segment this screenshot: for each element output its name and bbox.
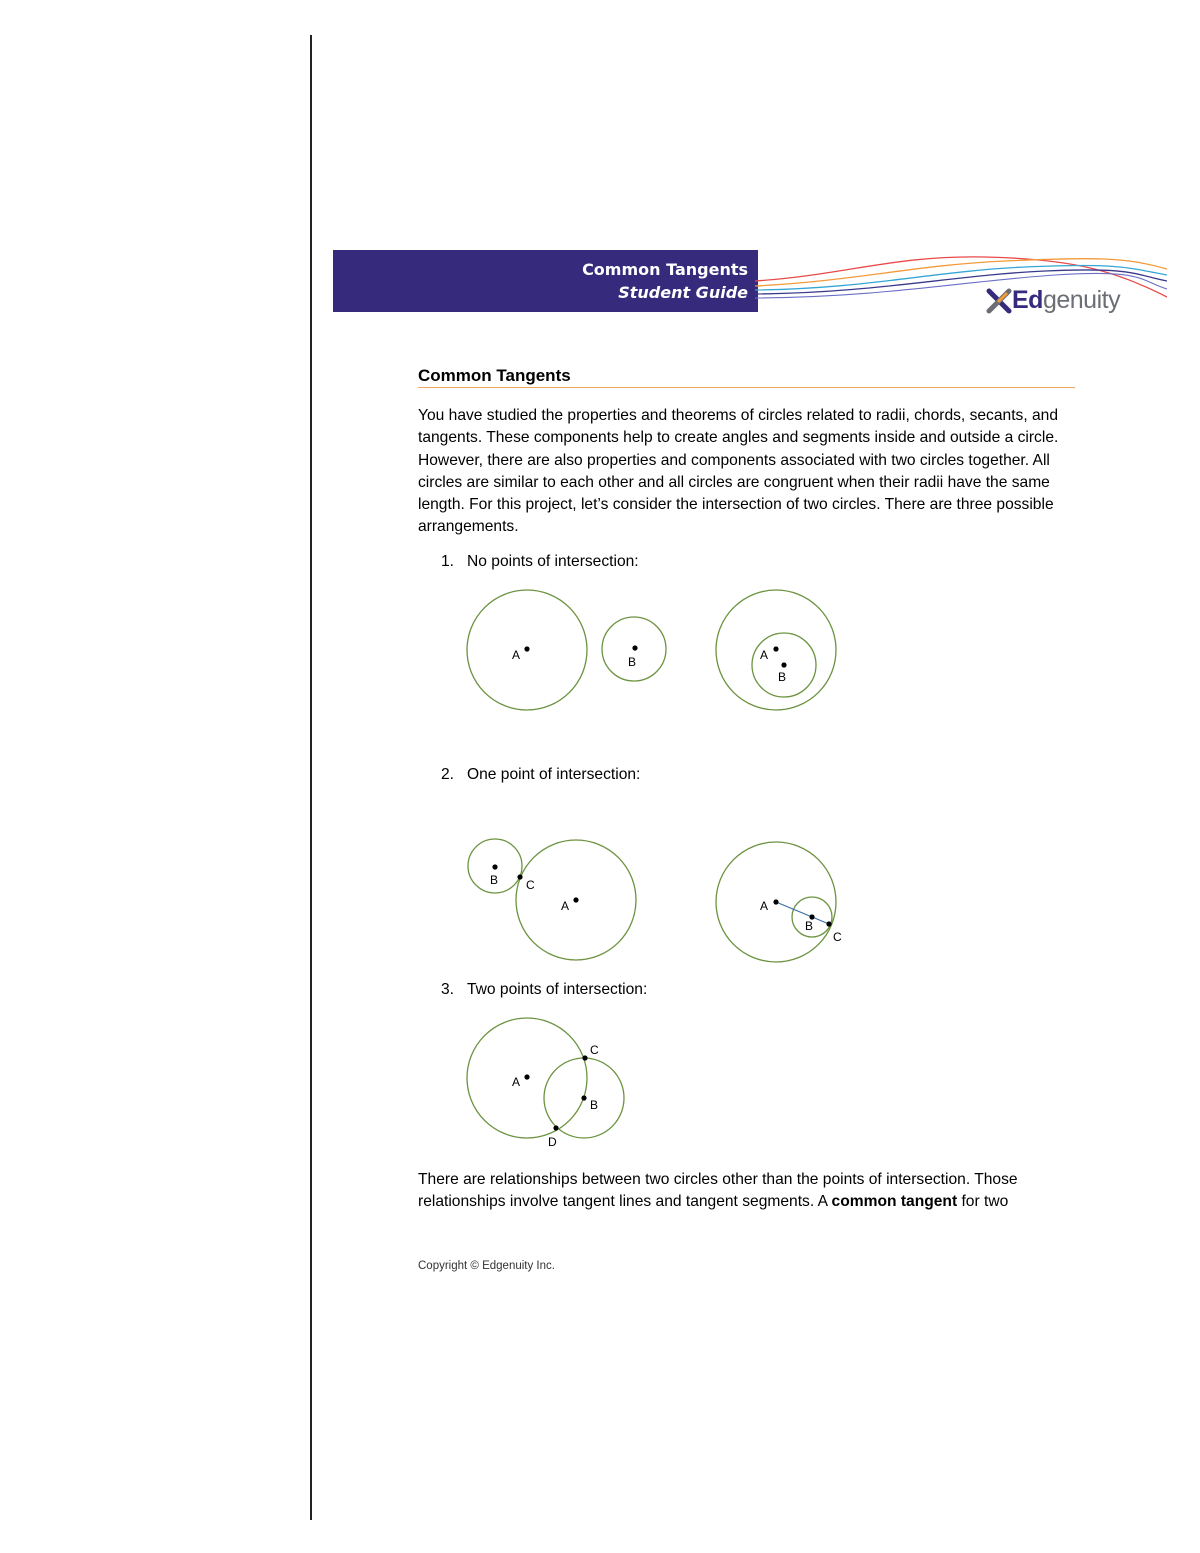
label-b: B [628, 655, 637, 669]
closing-text-end: for two [957, 1193, 1009, 1211]
label-c: C [590, 1043, 599, 1057]
radius-segment [776, 902, 829, 924]
banner-title: Common Tangents [582, 260, 748, 279]
label-b: B [590, 1098, 599, 1112]
label-c: C [833, 930, 842, 944]
list-text: No points of intersection: [467, 553, 639, 570]
label-d: D [548, 1135, 557, 1149]
logo-prefix: Ed [1012, 286, 1043, 314]
intro-paragraph: You have studied the properties and theorems of circles related to radii, chords, secants, and tangents. These components help to create angles and segments inside and outside a circle. However, there are also properties and components associated with two circles together. All circles are similar to each other and all circles are congruent when their radii have the same length. For this project, let’s consider the intersection of two circles. There are three possible arrangements. [418, 407, 1059, 536]
label-b: B [778, 670, 787, 684]
logo-suffix: genuity [1042, 286, 1121, 314]
term-common-tangent: common tangent [831, 1193, 958, 1211]
label-a: A [512, 648, 521, 662]
list-text: One point of intersection: [467, 766, 641, 783]
label-c: C [526, 878, 535, 892]
list-number: 1. [441, 553, 455, 570]
closing-text: There are relationships between two circles other than the points of intersection. Those relationships involve tangent lines and tangent segments. A [418, 1171, 1018, 1211]
label-a: A [561, 899, 570, 913]
label-a: A [760, 648, 769, 662]
closing-paragraph [418, 1169, 1068, 1214]
label-a: A [512, 1075, 521, 1089]
list-number: 3. [441, 981, 455, 998]
label-a: A [760, 899, 769, 913]
label-b: B [805, 919, 814, 933]
copyright-footer: Copyright © Edgenuity Inc. [418, 1260, 555, 1272]
section-heading: Common Tangents [418, 366, 1075, 388]
label-b: B [490, 873, 499, 887]
list-text: Two points of intersection: [467, 981, 648, 998]
banner-subtitle: Student Guide [618, 283, 748, 302]
list-number: 2. [441, 766, 455, 783]
